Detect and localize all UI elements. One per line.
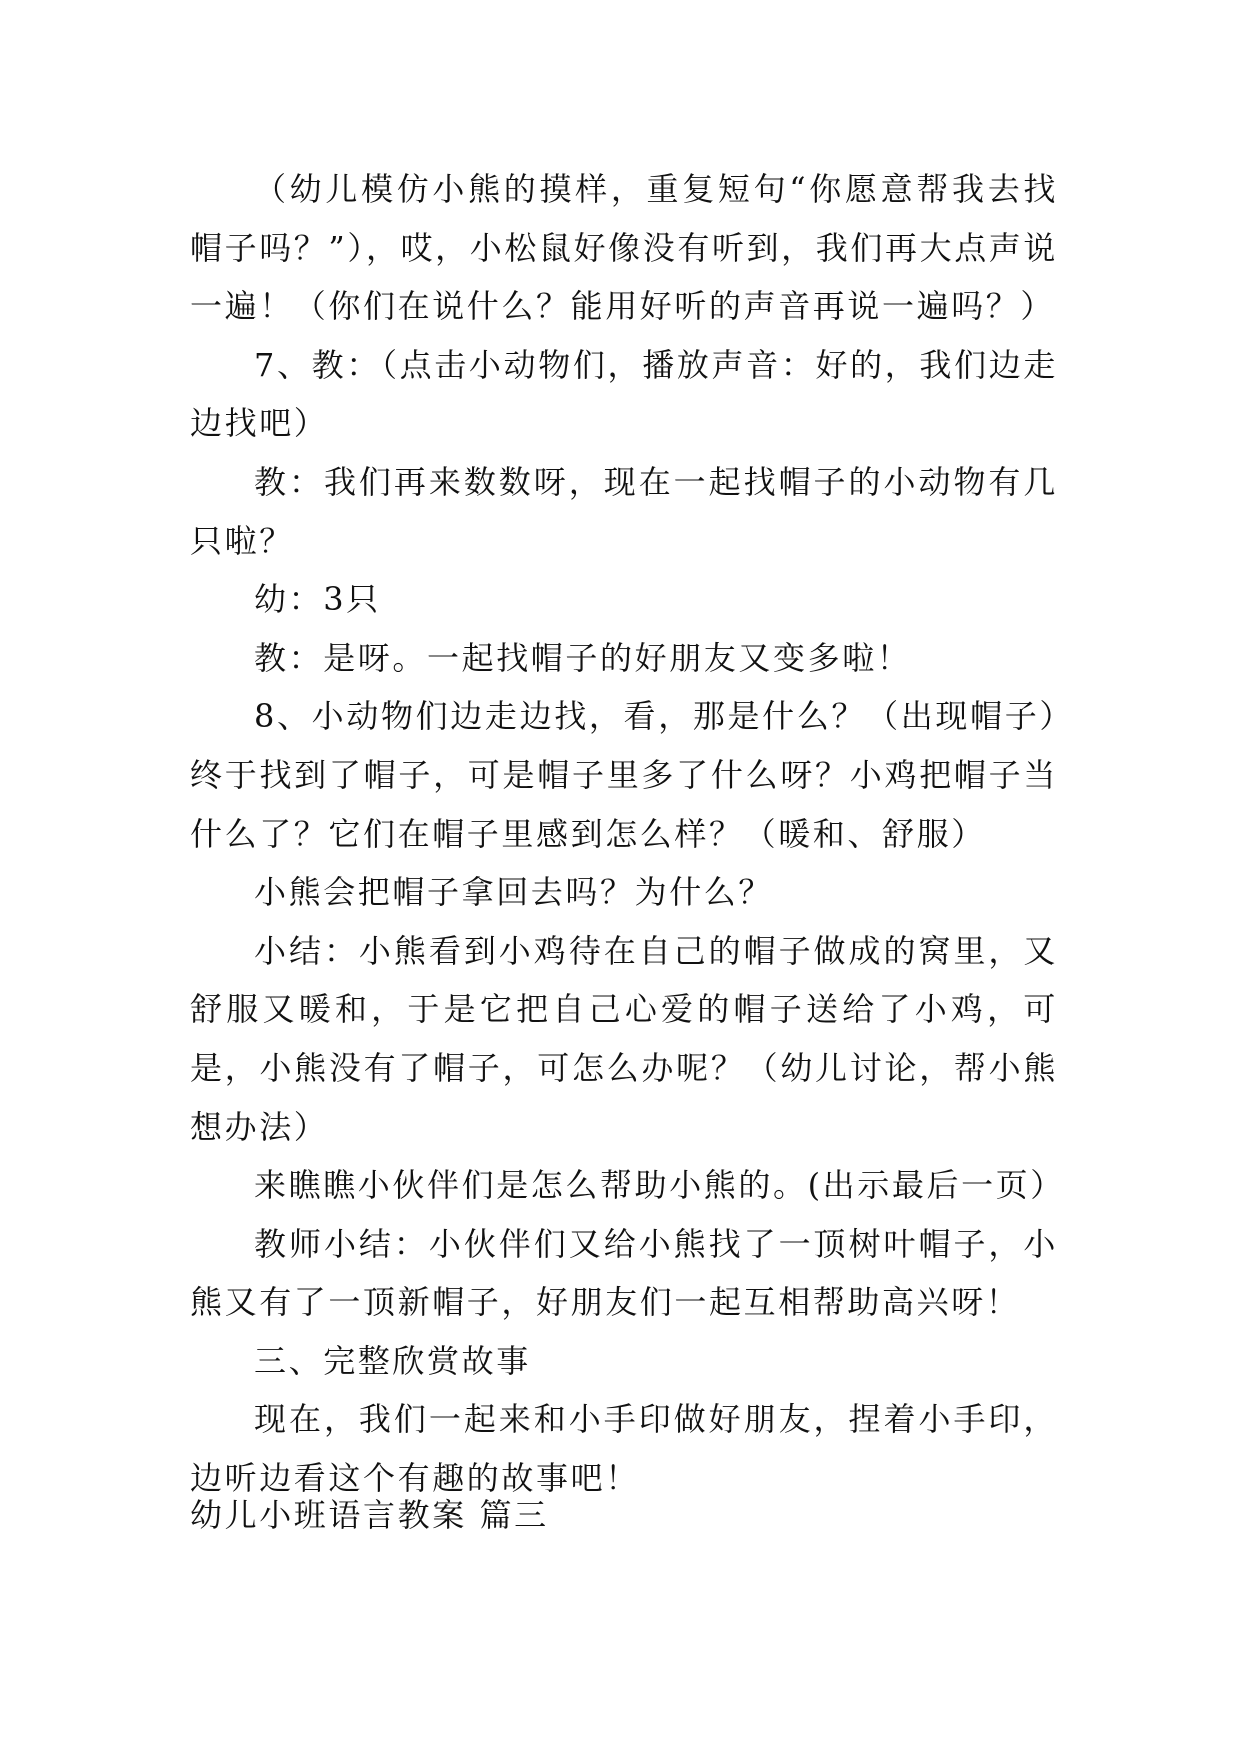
paragraph-count-animals: 教：我们再来数数呀，现在一起找帽子的小动物有几只啦？ bbox=[190, 462, 1058, 560]
paragraph-appreciate-story: 现在，我们一起来和小手印做好朋友，捏着小手印，边听边看这个有趣的故事吧！ bbox=[190, 1400, 1058, 1498]
paragraph-teacher-summary: 教师小结：小伙伴们又给小熊找了一顶树叶帽子，小熊又有了一顶新帽子，好朋友们一起互相帮助高兴呀！ bbox=[190, 1224, 1058, 1322]
paragraph-step-8: 8、小动物们边走边找，看，那是什么？（出现帽子）终于找到了帽子，可是帽子里多了什么呀？小鸡把帽子当什么了？它们在帽子里感到怎么样？（暖和、舒服） bbox=[190, 697, 1058, 853]
paragraph-more-friends: 教：是呀。一起找帽子的好朋友又变多啦！ bbox=[254, 638, 912, 677]
document-body bbox=[190, 160, 1065, 1508]
paragraph-last-page: 来瞧瞧小伙伴们是怎么帮助小熊的。(出示最后一页） bbox=[254, 1166, 1065, 1205]
paragraph-section-three: 三、完整欣赏故事 bbox=[254, 1341, 531, 1380]
paragraph-step-7: 7、教：（点击小动物们，播放声音：好的，我们边走边找吧） bbox=[190, 345, 1058, 443]
paragraph-imitate-bear: （幼儿模仿小熊的摸样，重复短句“你愿意帮我去找帽子吗？”），哎，小松鼠好像没有听到，我们再大点声说一遍！（你们在说什么？能用好听的声音再说一遍吗？） bbox=[190, 170, 1058, 326]
paragraph-question: 小熊会把帽子拿回去吗？为什么？ bbox=[254, 873, 774, 912]
paragraph-summary: 小结：小熊看到小鸡待在自己的帽子做成的窝里，又舒服又暖和，于是它把自己心爱的帽子送给了小鸡，可是，小熊没有了帽子，可怎么办呢？（幼儿讨论，帮小熊想办法） bbox=[190, 931, 1058, 1146]
paragraph-child-answer: 幼：3只 bbox=[254, 580, 381, 619]
section-heading: 幼儿小班语言教案 篇三 bbox=[190, 1496, 549, 1534]
